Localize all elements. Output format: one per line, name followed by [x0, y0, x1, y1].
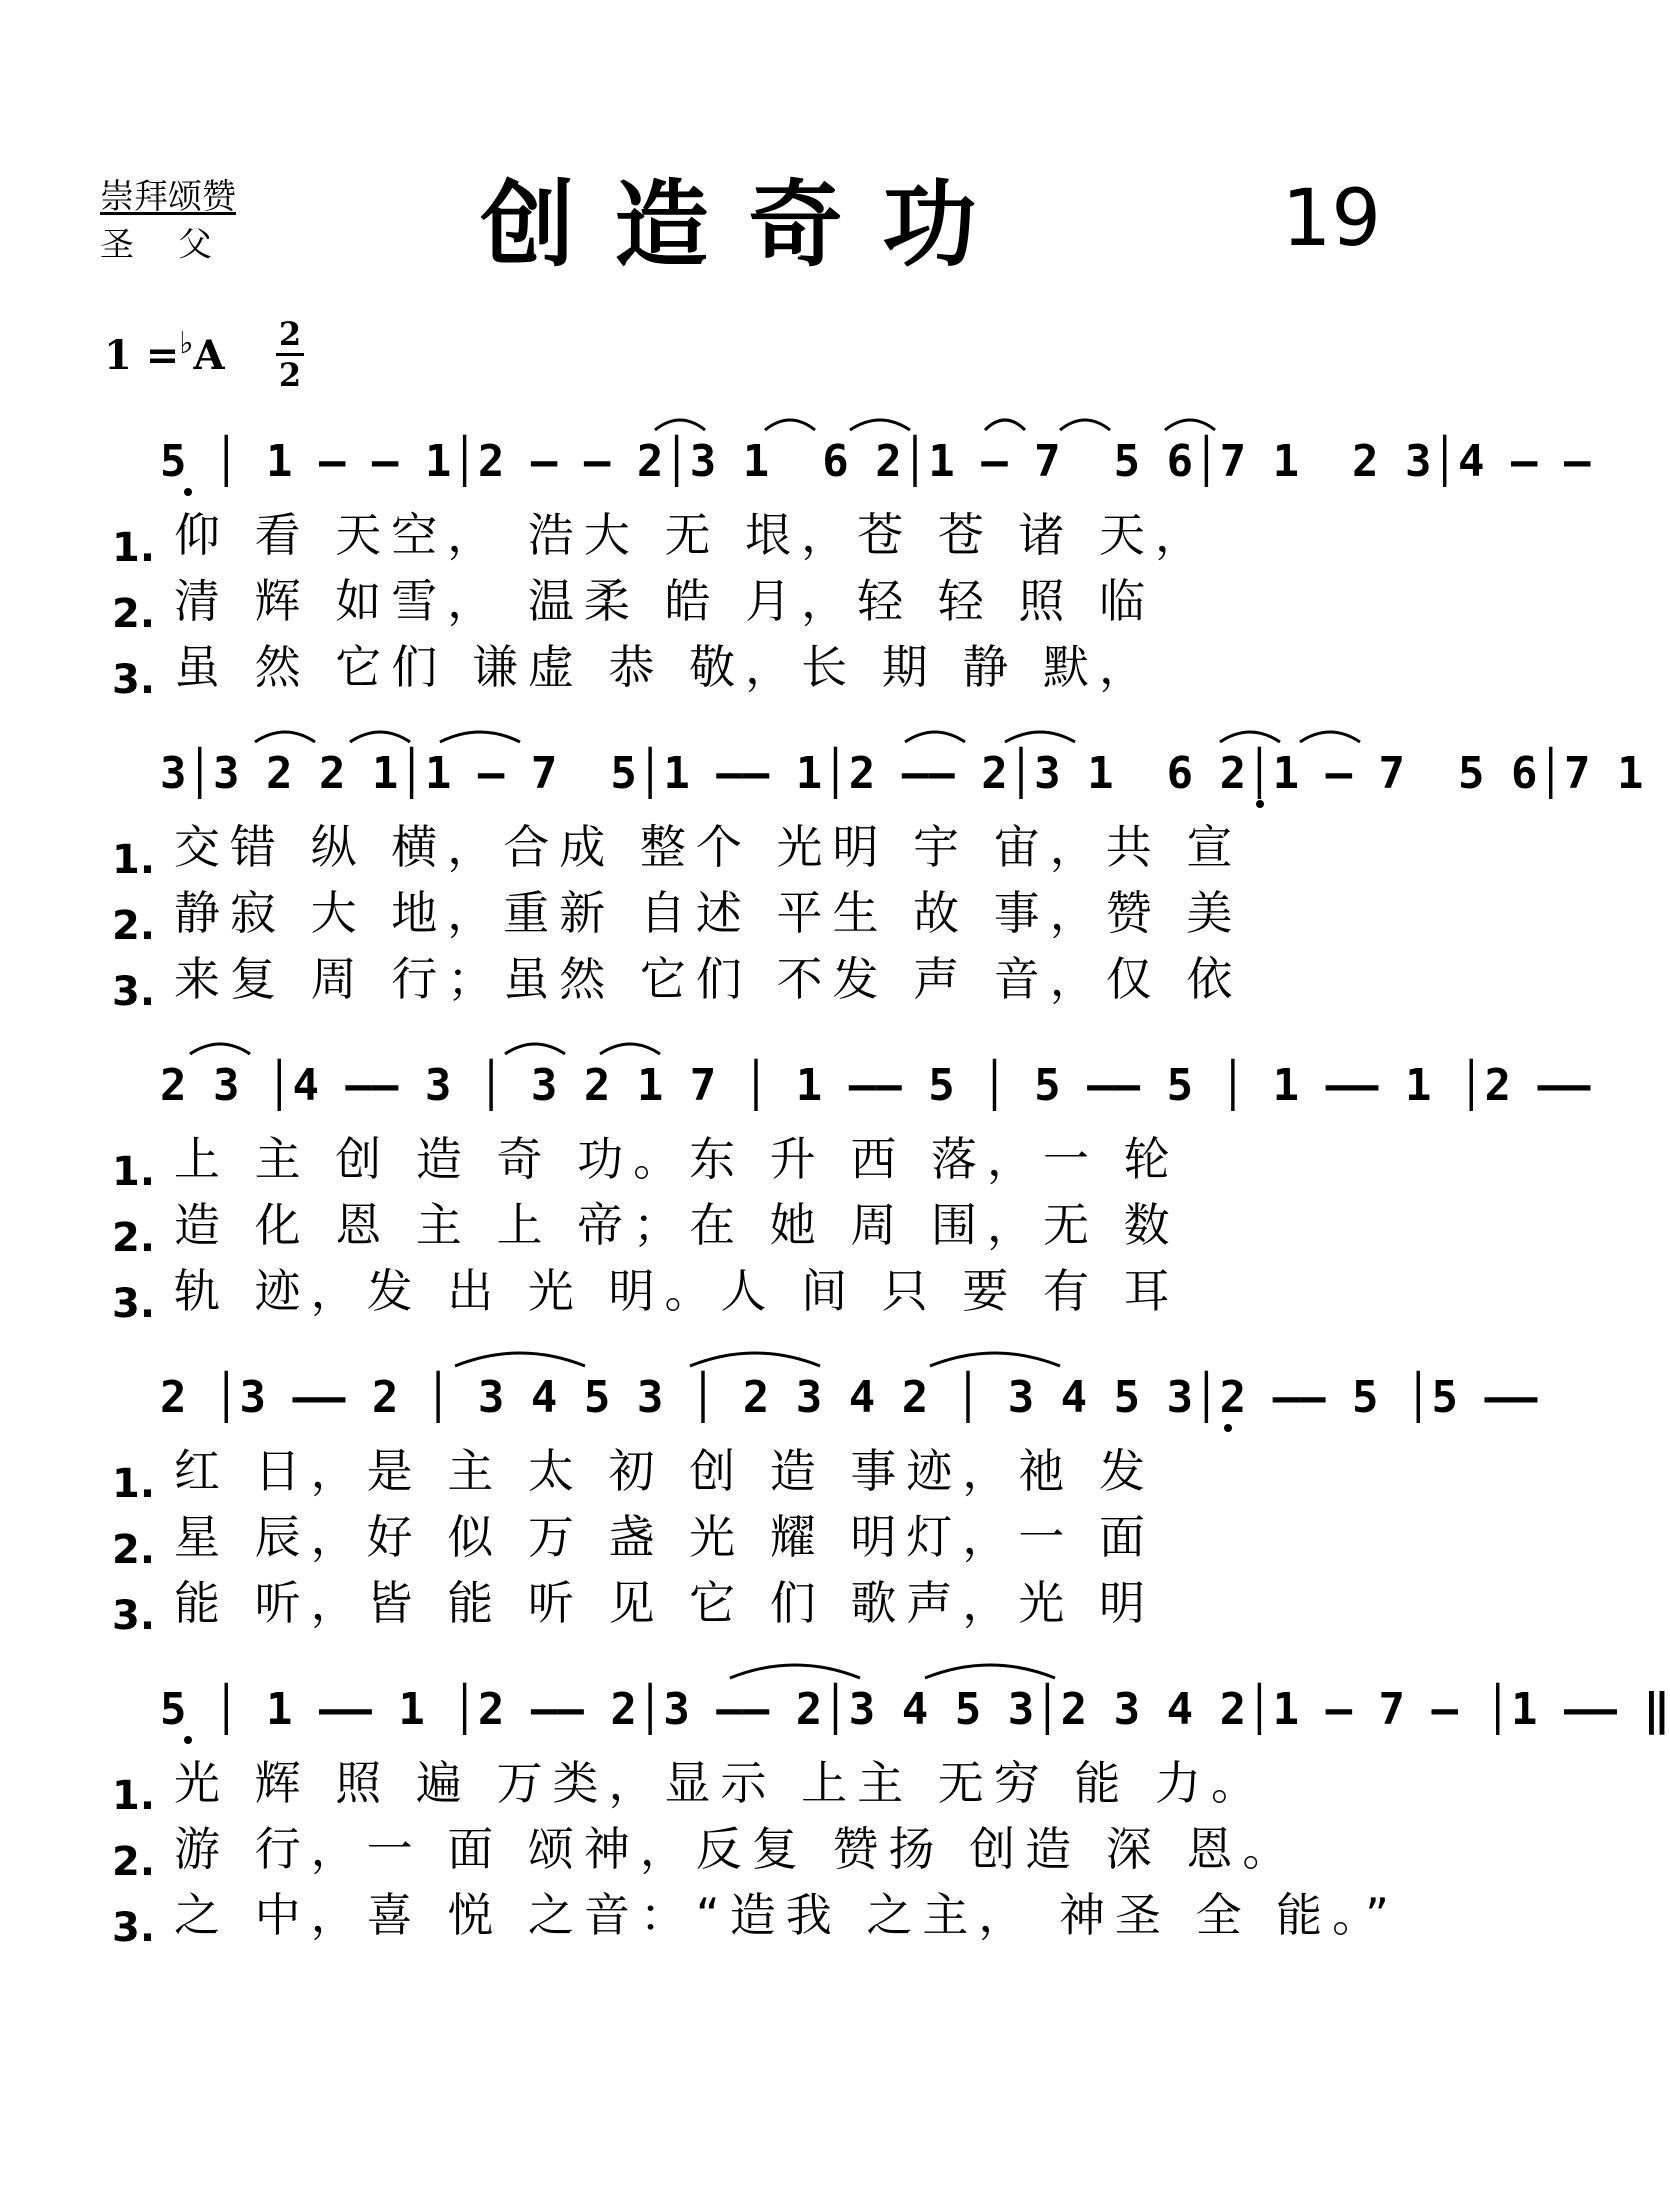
lyric-text: 来复 周 行；虽然 它们 不发 声 音，仅 依 [174, 952, 1243, 1006]
low-octave-dot [1224, 1424, 1232, 1432]
slur [985, 420, 1025, 430]
octave-dots [184, 488, 1264, 1744]
slur [930, 1353, 1060, 1366]
lyric-text: 红 日，是 主 太 初 创 造 事迹，祂 发 [174, 1444, 1155, 1498]
slur [1060, 420, 1110, 430]
lyric-text: 游 行，一 面 颂神，反复 赞扬 创造 深 恩。 [174, 1822, 1299, 1876]
slurs-system-2 [255, 732, 1360, 742]
verse-number: 2. [112, 903, 156, 949]
verse-number: 2. [112, 591, 156, 637]
time-signature-bottom: 2 [278, 356, 302, 394]
slurs-system-1 [655, 420, 1215, 430]
slur [1005, 732, 1075, 742]
category-label: 崇拜颂赞 [100, 177, 236, 217]
low-octave-dot [1256, 800, 1264, 808]
lyric-text: 上 主 创 造 奇 功。东 升 西 落，一 轮 [174, 1132, 1180, 1186]
lyric-text: 交错 纵 横，合成 整个 光明 宇 宙，共 宣 [174, 820, 1243, 874]
verse-number: 1. [112, 1773, 156, 1819]
notation-line: 5 │ 1 – – 1│2 – – 2│3 1 6 2│1 – 7 5 6│7 1 2 3│4 – – [160, 436, 1591, 487]
slur [455, 1353, 585, 1366]
hymn-title: 创造奇功 [480, 170, 1017, 280]
lyric-text: 清 辉 如雪， 温柔 皓 月，轻 轻 照 临 [174, 574, 1155, 628]
slur [905, 732, 965, 742]
slur [505, 1044, 565, 1054]
slur [255, 732, 315, 742]
slurs-system-3 [190, 1044, 660, 1054]
slur [350, 732, 410, 742]
lyric-text: 静寂 大 地，重新 自述 平生 故 事，赞 美 [174, 886, 1243, 940]
verse-number: 3. [112, 657, 156, 703]
slur [690, 1353, 820, 1366]
lyric-text: 虽 然 它们 谦虚 恭 敬，长 期 静 默， [174, 640, 1155, 694]
slur [190, 1044, 250, 1054]
lyric-text: 之 中，喜 悦 之音：“造我 之主， 神圣 全 能。” [174, 1888, 1400, 1942]
verse-number: 2. [112, 1215, 156, 1261]
slur [765, 420, 815, 430]
lyric-text: 光 辉 照 遍 万类，显示 上主 无穷 能 力。 [174, 1756, 1267, 1810]
slur [1300, 732, 1360, 742]
slur [730, 1665, 860, 1678]
verse-number: 3. [112, 1281, 156, 1327]
slurs-system-4 [455, 1353, 1060, 1366]
slur [850, 420, 910, 430]
slurs-system-5 [730, 1665, 1055, 1678]
slur [1165, 420, 1215, 430]
lyric-text: 能 听，皆 能 听 见 它 们 歌声，光 明 [174, 1576, 1155, 1630]
lyric-text: 星 辰，好 似 万 盏 光 耀 明灯，一 面 [174, 1510, 1155, 1564]
slur [1220, 732, 1280, 742]
notation-line: 2 │3 –– 2 │ 3 4 5 3 │ 2 3 4 2 │ 3 4 5 3│2 –– 5 │5 –– [160, 1372, 1538, 1423]
verse-number: 1. [112, 1461, 156, 1507]
verse-number: 3. [112, 969, 156, 1015]
flat-symbol: ♭ [179, 326, 194, 361]
verse-number: 3. [112, 1593, 156, 1639]
verse-number: 1. [112, 1149, 156, 1195]
slur [440, 732, 520, 742]
verse-number: 3. [112, 1905, 156, 1951]
low-octave-dot [184, 488, 192, 496]
notation-line: 3│3 2 2 1│1 – 7 5│1 –– 1│2 –– 2│3 1 6 2│1 – 7 5 6│7 1 [160, 748, 1644, 799]
key-note: A [193, 332, 225, 379]
verse-number: 2. [112, 1839, 156, 1885]
lyric-text: 仰 看 天空， 浩大 无 垠，苍 苍 诸 天， [174, 508, 1211, 562]
verse-number: 2. [112, 1527, 156, 1573]
key-prefix: 1 = [104, 332, 180, 379]
slur [655, 420, 705, 430]
verse-number: 1. [112, 525, 156, 571]
verse-number: 1. [112, 837, 156, 883]
notation-line: 2 3 │4 –– 3 │ 3 2 1 7 │ 1 –– 5 │ 5 –– 5 │ 1 –– 1 │2 –– [160, 1060, 1591, 1111]
notation-line: 5 │ 1 –– 1 │2 –– 2│3 –– 2│3 4 5 3│2 3 4 2│1 – 7 – │1 –– ‖ [160, 1684, 1670, 1735]
low-octave-dot [184, 1736, 192, 1744]
slur [925, 1665, 1055, 1678]
time-signature-top: 2 [278, 315, 302, 353]
lyric-text: 造 化 恩 主 上 帝；在 她 周 围，无 数 [174, 1198, 1180, 1252]
slur [600, 1044, 660, 1054]
lyric-text: 轨 迹，发 出 光 明。人 间 只 要 有 耳 [174, 1264, 1180, 1318]
hymn-number: 19 [1281, 174, 1381, 264]
subcategory-label: 圣父 [100, 225, 256, 265]
